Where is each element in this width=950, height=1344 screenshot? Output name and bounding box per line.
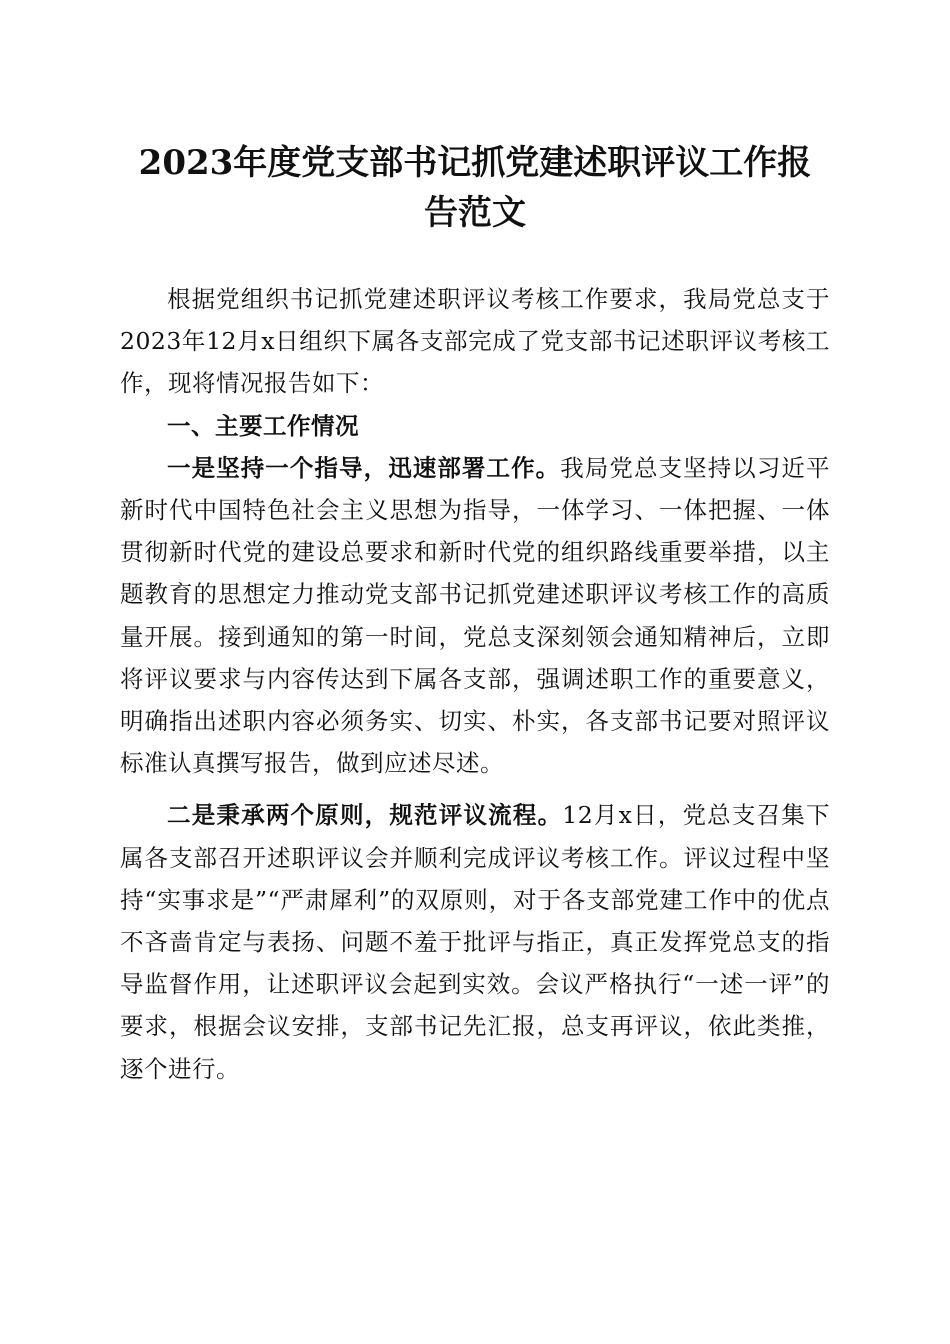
- document-title: [100, 138, 850, 238]
- intro-paragraph: 根据党组织书记抓党建述职评议考核工作要求，我局党总支于2023年12月x日组织下属各支部完成了党支部书记述职评议考核工作，现将情况报告如下：: [120, 285, 830, 398]
- paragraph-1-body: 我局党总支坚持以习近平新时代中国特色社会主义思想为指导，一体学习、一体把握、一体贯彻新时代党的建设总要求和新时代党的组织路线重要举措，以主题教育的思想定力推动党支部书记抓党建述职评议考核工作的高质量开展。接到通知的第一时间，党总支深刻领会通知精神后，立即将评议要求与内容传达到下属各支部，强调述职工作的重要意义，明确指出述职内容必须务实、切实、朴实，各支部书记要对照评议标准认真撰写报告，做到应述尽述。: [120, 453, 831, 778]
- paragraph-2: [120, 794, 830, 1089]
- paragraph-1-lead: 一是坚持一个指导，迅速部署工作。: [167, 453, 561, 482]
- document-body: [120, 278, 830, 1090]
- section-heading-1: 一、主要工作情况: [167, 411, 359, 440]
- title-line-1: 2023年度党支部书记抓党建述职评议工作报: [138, 143, 812, 183]
- paragraph-2-body: 12月x日，党总支召集下属各支部召开述职评议会并顺利完成评议考核工作。评议过程中坚持“实事求是”“严肃犀利”的双原则，对于各支部党建工作中的优点不吝啬肯定与表扬、问题不羞于批评与指正，真正发挥党总支的指导监督作用，让述职评议会起到实效。会议严格执行“一述一评”的要求，根据会议安排，支部书记先汇报，总支再评议，依此类推，逐个进行。: [120, 801, 831, 1083]
- paragraph-spacer: [120, 784, 830, 794]
- paragraph-2-lead: 二是秉承两个原则，规范评议流程。: [167, 801, 563, 830]
- paragraph-1: [120, 447, 830, 785]
- title-line-2: 告范文: [424, 193, 526, 233]
